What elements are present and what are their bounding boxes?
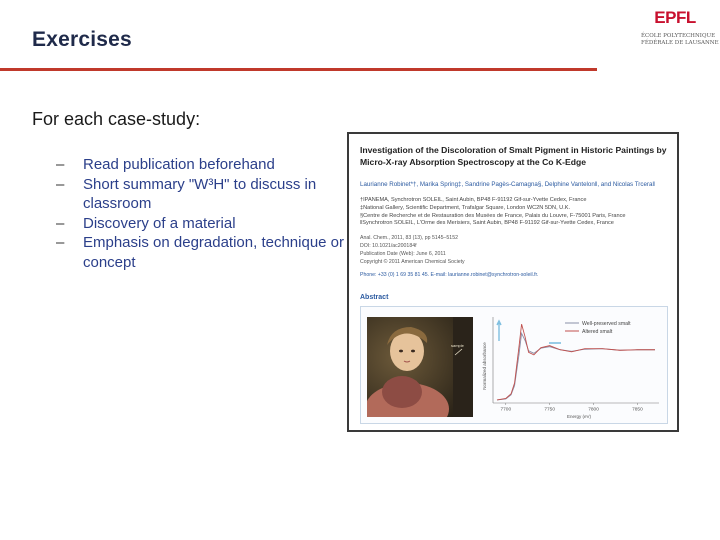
paper-meta bbox=[360, 234, 670, 279]
abstract-heading: Abstract bbox=[360, 294, 389, 301]
paper-affiliations bbox=[360, 197, 670, 228]
bullet-dash: – bbox=[56, 234, 65, 251]
x-tick-label: 7800 bbox=[588, 407, 599, 413]
bullet-item bbox=[56, 214, 346, 234]
slide-title: Exercises bbox=[32, 28, 132, 51]
bullet-text: Discovery of a material bbox=[83, 214, 236, 232]
bullet-item bbox=[56, 155, 346, 175]
sample-label: sample bbox=[451, 343, 464, 348]
logo-subtitle-2: FÉDÉRALE DE LAUSANNE bbox=[641, 40, 719, 46]
y-axis-label: Normalized absorbance bbox=[482, 342, 487, 390]
x-tick-label: 7700 bbox=[500, 407, 512, 413]
affiliation-line: †IPANEMA, Synchrotron SOLEIL, Saint Aubin, BP48 F-91192 Gif-sur-Yvette Cedex, France bbox=[360, 197, 587, 203]
epfl-logo-mark bbox=[641, 8, 709, 26]
affiliation-line: ‡National Gallery, Scientific Department, Trafalgar Square, London WC2N 5DN, U.K. bbox=[360, 204, 571, 211]
intro-text: For each case-study: bbox=[32, 109, 201, 129]
epfl-logo bbox=[641, 8, 719, 46]
abstract-figure bbox=[360, 306, 668, 424]
affiliation-line: ‖Synchrotron SOLEIL, L'Orme des Merisiers, Saint Aubin, BP48 F-91192 Gif-sur-Yvette Cedex, France bbox=[360, 220, 614, 227]
copyright-notice: Copyright © 2011 American Chemical Society bbox=[360, 259, 465, 265]
painting-image bbox=[367, 317, 473, 417]
series-line-well-preserved bbox=[497, 333, 655, 400]
doi-link[interactable]: DOI: 10.1021/ac200184f bbox=[360, 243, 417, 249]
journal-citation: Anal. Chem., 2011, 83 (13), pp 5145–5152 bbox=[360, 235, 458, 241]
bullet-text: Read publication beforehand bbox=[83, 156, 275, 173]
bullet-dash: – bbox=[56, 156, 65, 173]
title-underline bbox=[0, 68, 597, 71]
bullet-text: Emphasis on degradation, technique or concept bbox=[83, 234, 345, 271]
xanes-spectrum-chart bbox=[479, 311, 663, 421]
affiliation-line: §Centre de Recherche et de Restauration des Musées de France, Palais du Louvre, F-75001 Paris, France bbox=[360, 212, 626, 219]
publication-date: Publication Date (Web): June 6, 2011 bbox=[360, 251, 446, 257]
bullet-item bbox=[56, 233, 346, 272]
bullet-dash: – bbox=[56, 175, 65, 193]
bullet-text: Short summary "W³H" to discuss in classroom bbox=[83, 175, 317, 212]
bullet-list bbox=[56, 155, 346, 272]
contact-info: Phone: +33 (0) 1 69 35 81 45. E-mail: laurianne.robinet@synchrotron-soleil.fr. bbox=[360, 272, 539, 278]
logo-subtitle-1: ÉCOLE POLYTECHNIQUE bbox=[641, 33, 716, 39]
legend-altered: Altered smalt bbox=[582, 329, 613, 335]
chart-legend bbox=[565, 321, 631, 335]
x-tick-label: 7750 bbox=[544, 407, 556, 413]
x-axis-label: Energy (eV) bbox=[566, 414, 592, 419]
series-line-altered bbox=[497, 324, 655, 400]
paper-screenshot bbox=[347, 132, 679, 432]
logo-wordmark: EPFL bbox=[654, 8, 696, 26]
legend-well-preserved: Well-preserved smalt bbox=[582, 321, 631, 327]
bullet-dash: – bbox=[56, 214, 65, 232]
paper-authors: Laurianne Robinet*†, Marika Spring‡, Sandrine Pagès-Camagna§, Delphine Vantelon‖, and Nicolas Trcera‖ bbox=[360, 181, 655, 188]
edge-arrow bbox=[497, 321, 501, 341]
paper-title: Investigation of the Discoloration of Smalt Pigment in Historic Paintings by Micro-X-ray Absorption Spectroscopy at the Co K-Edge bbox=[360, 145, 667, 167]
x-tick-label: 7850 bbox=[632, 407, 643, 413]
bullet-item bbox=[56, 175, 346, 214]
